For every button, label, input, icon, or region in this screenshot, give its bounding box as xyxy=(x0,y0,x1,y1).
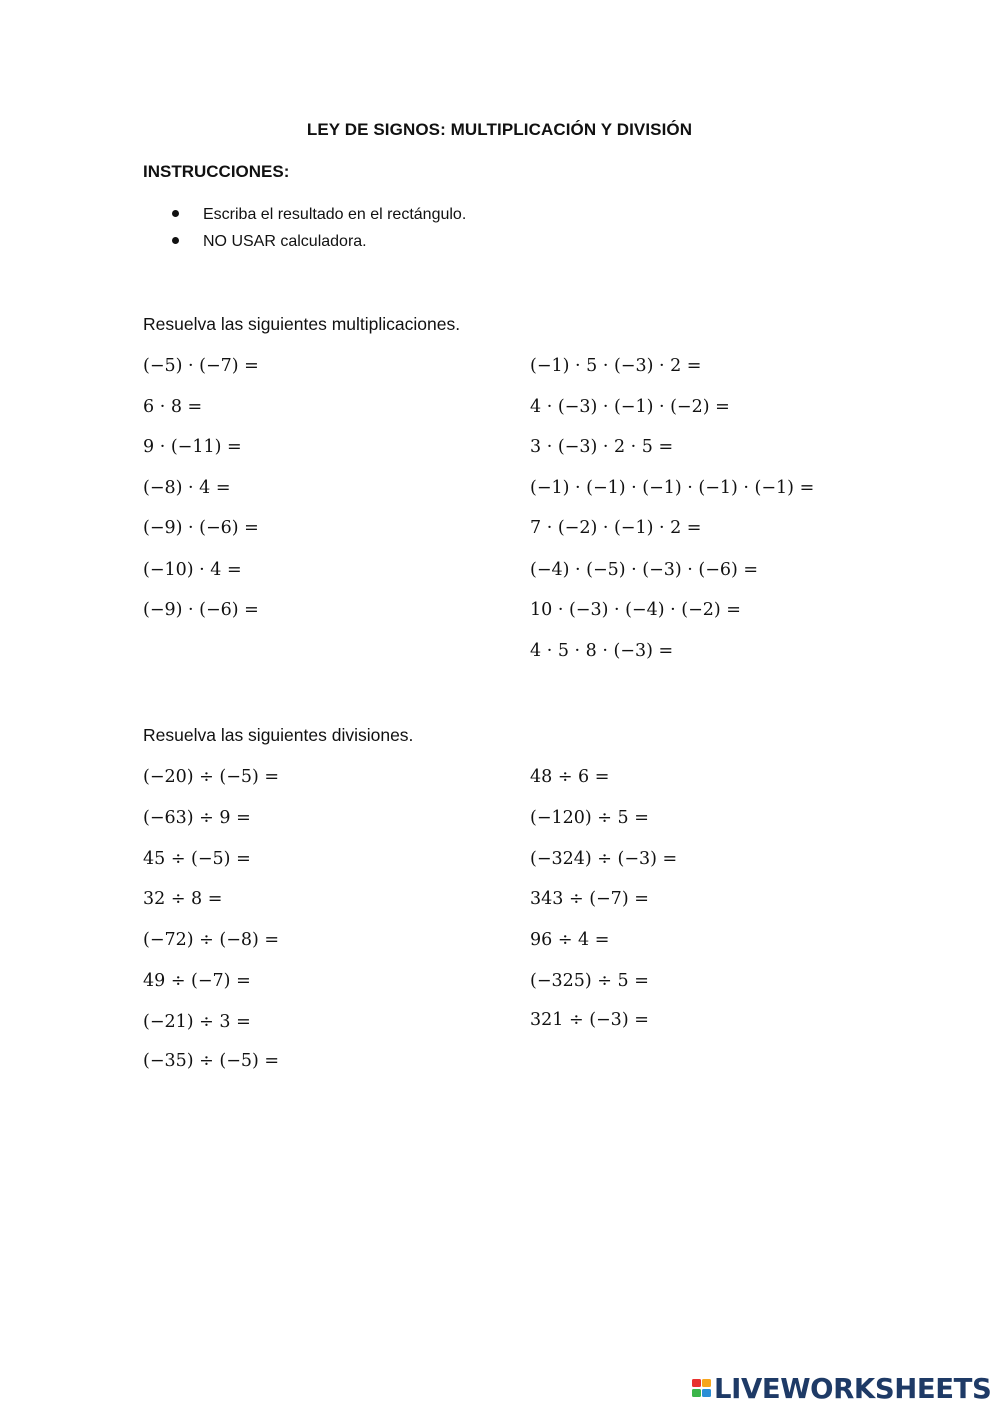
bullet-icon xyxy=(172,210,179,217)
multiplication-heading: Resuelva las siguientes multiplicaciones. xyxy=(143,314,461,334)
division-exercise: (−120) ÷ 5 = xyxy=(530,808,649,828)
division-exercise: 45 ÷ (−5) = xyxy=(143,849,251,869)
instructions-list xyxy=(172,205,466,259)
liveworksheets-logo-icon xyxy=(692,1376,712,1402)
multiplication-exercise: (−9) · (−6) = xyxy=(143,600,259,620)
multiplication-exercise: 4 · (−3) · (−1) · (−2) = xyxy=(530,397,730,417)
worksheet-title: LEY DE SIGNOS: MULTIPLICACIÓN Y DIVISIÓN xyxy=(306,120,693,139)
division-exercise: (−20) ÷ (−5) = xyxy=(143,767,280,787)
division-exercise: (−35) ÷ (−5) = xyxy=(143,1051,280,1071)
division-exercise: 343 ÷ (−7) = xyxy=(530,889,649,909)
division-exercise: 321 ÷ (−3) = xyxy=(530,1010,649,1030)
multiplication-exercise: 7 · (−2) · (−1) · 2 = xyxy=(530,518,702,538)
division-exercise: 32 ÷ 8 = xyxy=(143,889,223,909)
multiplication-exercise: (−4) · (−5) · (−3) · (−6) = xyxy=(530,560,759,580)
multiplication-exercise: (−5) · (−7) = xyxy=(143,356,259,376)
multiplication-exercise: (−1) · 5 · (−3) · 2 = xyxy=(530,356,702,376)
multiplication-exercise: 3 · (−3) · 2 · 5 = xyxy=(530,437,674,457)
division-exercise: 48 ÷ 6 = xyxy=(530,767,610,787)
multiplication-exercise: (−1) · (−1) · (−1) · (−1) · (−1) = xyxy=(530,478,815,498)
division-heading: Resuelva las siguientes divisiones. xyxy=(143,725,414,745)
division-exercise: (−325) ÷ 5 = xyxy=(530,971,649,991)
division-exercise: (−21) ÷ 3 = xyxy=(143,1012,251,1032)
bullet-icon xyxy=(172,237,179,244)
logo-block-icon xyxy=(692,1379,701,1387)
liveworksheets-logo-text: LIVEWORKSHEETS xyxy=(714,1373,992,1405)
multiplication-exercise: 4 · 5 · 8 · (−3) = xyxy=(530,641,674,661)
logo-block-icon xyxy=(702,1389,711,1397)
division-exercise: (−72) ÷ (−8) = xyxy=(143,930,280,950)
division-exercise: (−63) ÷ 9 = xyxy=(143,808,251,828)
division-exercise: 49 ÷ (−7) = xyxy=(143,971,251,991)
division-exercise: 96 ÷ 4 = xyxy=(530,930,610,950)
multiplication-exercise: (−9) · (−6) = xyxy=(143,518,259,538)
multiplication-exercise: (−10) · 4 = xyxy=(143,560,242,580)
division-exercise: (−324) ÷ (−3) = xyxy=(530,849,678,869)
multiplication-exercise: 6 · 8 = xyxy=(143,397,203,417)
instruction-item xyxy=(172,205,466,232)
multiplication-exercise: 10 · (−3) · (−4) · (−2) = xyxy=(530,600,741,620)
instruction-text: NO USAR calculadora. xyxy=(203,233,367,250)
logo-block-icon xyxy=(702,1379,711,1387)
liveworksheets-logo xyxy=(692,1373,991,1405)
instruction-item xyxy=(172,232,466,259)
instructions-heading: INSTRUCCIONES: xyxy=(143,162,290,181)
instruction-text: Escriba el resultado en el rectángulo. xyxy=(203,206,467,223)
multiplication-exercise: (−8) · 4 = xyxy=(143,478,231,498)
logo-block-icon xyxy=(692,1389,701,1397)
multiplication-exercise: 9 · (−11) = xyxy=(143,437,242,457)
